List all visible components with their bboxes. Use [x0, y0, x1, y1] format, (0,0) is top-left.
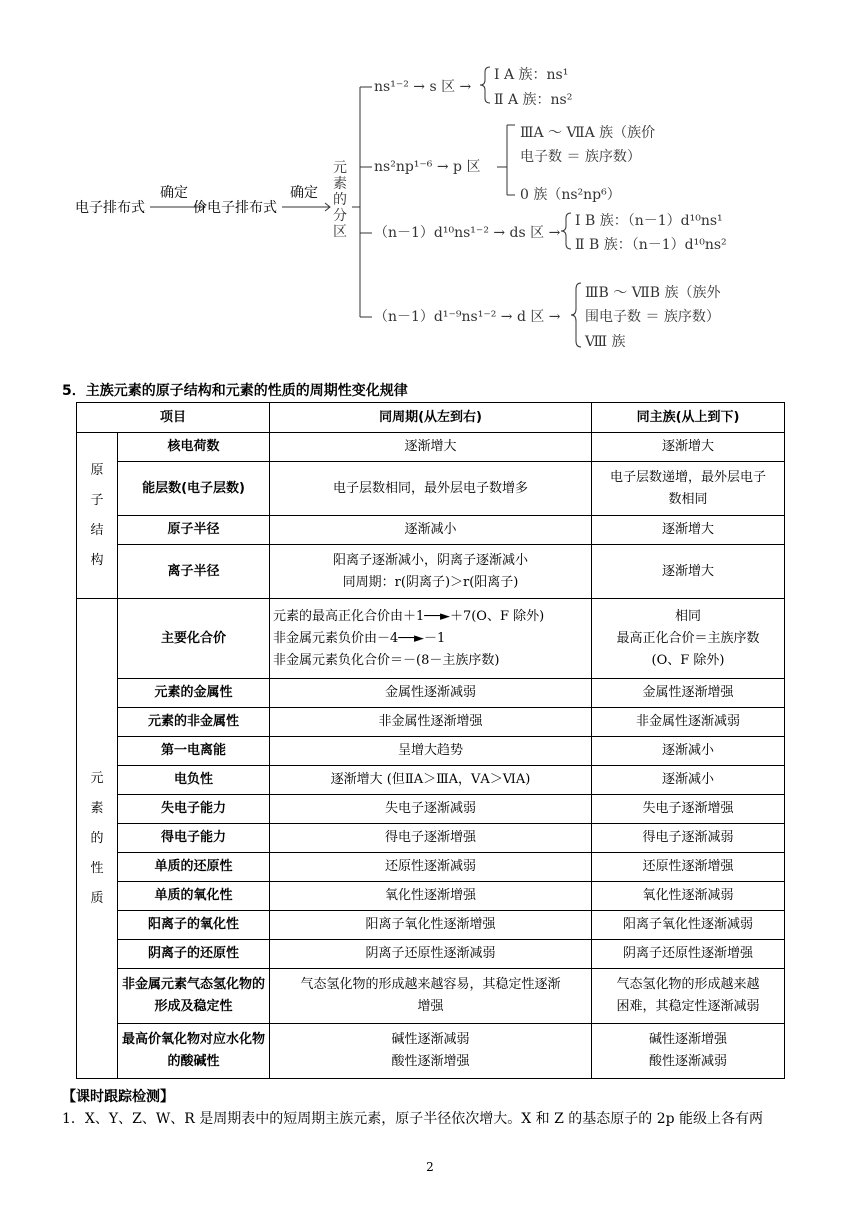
row-period: [270, 882, 592, 911]
row-item: 元素的非金属性: [118, 708, 270, 737]
header-period: 同周期(从左到右): [270, 403, 592, 433]
row-group: [592, 679, 785, 708]
cell-line: 得电子逐渐减弱: [642, 830, 734, 845]
row-group: [592, 911, 785, 940]
group-char: 性: [90, 860, 104, 876]
p-block-item: ⅢA ～ ⅦA 族（族价: [520, 125, 656, 141]
cell-line: (O、F 除外): [651, 652, 725, 668]
row-group: [592, 462, 785, 516]
hub-char: 分: [333, 208, 347, 224]
row-period: [270, 599, 592, 679]
cell-line: 呈增大趋势: [398, 743, 464, 758]
d-block-item: 围电子数 ＝ 族序数）: [585, 309, 720, 325]
cell-line: 阳离子氧化性逐渐增强: [365, 917, 496, 932]
cell-line: 非金属元素负价由－4──►－1: [273, 630, 446, 646]
row-item: 单质的氧化性: [118, 882, 270, 911]
cell-line: 气态氢化物的形成越来越容易，其稳定性逐渐: [300, 977, 561, 992]
header-group: 同主族(从上到下): [592, 403, 785, 433]
row-group: [592, 737, 785, 766]
table-row: [77, 708, 785, 737]
cell-line: 碱性逐渐减弱: [391, 1032, 470, 1047]
cell-line: 得电子逐渐增强: [385, 830, 477, 845]
group-char: 构: [90, 552, 104, 568]
cell-line: 氧化性逐渐减弱: [642, 888, 734, 903]
row-period: [270, 824, 592, 853]
cell-line: 酸性逐渐减弱: [649, 1054, 728, 1069]
table-row: [77, 679, 785, 708]
group-char: 原: [90, 462, 104, 478]
row-period: [270, 462, 592, 516]
row-period: [270, 679, 592, 708]
cell-line: 碱性逐渐增强: [649, 1032, 728, 1047]
row-group: [592, 599, 785, 679]
p-block-item: 电子数 ＝ 族序数）: [520, 149, 641, 165]
table-row: [77, 462, 785, 516]
diagram-mid: 价电子排布式: [193, 200, 277, 216]
row-group: [592, 940, 785, 969]
table-row: [77, 940, 785, 969]
question-text: 1．X、Y、Z、W、R 是周期表中的短周期主族元素，原子半径依次增大。X 和 Z 的基态原子的 2p 能级上各有两: [62, 1111, 764, 1127]
cell-line: 非金属性逐渐减弱: [636, 714, 741, 729]
ds-block-config: （n－1）d¹⁰ns¹⁻² → ds 区 →: [374, 225, 561, 241]
cell-line: 逐渐增大: [662, 439, 715, 454]
s-block-item: Ⅱ A 族：ns²: [494, 92, 573, 108]
row-item: 得电子能力: [118, 824, 270, 853]
group-char: 素: [90, 800, 104, 816]
row-period: [270, 853, 592, 882]
row-item: 原子半径: [118, 516, 270, 545]
group-char: 质: [90, 890, 104, 906]
cell-line: 逐渐减小: [404, 522, 457, 537]
group-char: 结: [90, 522, 104, 538]
cell-line: 还原性逐渐减弱: [385, 859, 477, 874]
row-item: 能层数(电子层数): [118, 462, 270, 516]
group-char: 的: [90, 830, 104, 846]
row-group: [592, 516, 785, 545]
row-group: [592, 882, 785, 911]
cell-line: 非金属元素负化合价＝－(8－主族序数): [273, 652, 500, 668]
row-group: [592, 795, 785, 824]
diagram-hub: [331, 160, 349, 240]
row-item: 阳离子的氧化性: [118, 911, 270, 940]
cell-line: 逐渐减小: [662, 772, 715, 787]
row-group: [592, 433, 785, 462]
row-period: [270, 911, 592, 940]
row-item: 第一电离能: [118, 737, 270, 766]
row-period: [270, 545, 592, 599]
row-item: 非金属元素气态氢化物的形成及稳定性: [118, 969, 270, 1024]
row-period: [270, 433, 592, 462]
table-header-row: [77, 403, 785, 433]
table-row: [77, 766, 785, 795]
cell-line: 失电子逐渐增强: [642, 801, 734, 816]
page-number: 2: [426, 1160, 434, 1174]
p-block-config: ns²np¹⁻⁶ → p 区: [374, 159, 481, 175]
table-row: [77, 1024, 785, 1079]
d-block-item: Ⅷ 族: [585, 334, 626, 350]
confirm-label-2: 确定: [290, 185, 318, 201]
hub-char: 素: [333, 176, 347, 192]
cell-line: 阴离子还原性逐渐减弱: [365, 946, 496, 961]
d-block-config: （n－1）d¹⁻⁹ns¹⁻² → d 区 →: [374, 309, 561, 325]
table-row: [77, 795, 785, 824]
cell-line: 逐渐增大: [404, 439, 457, 454]
row-period: [270, 516, 592, 545]
ds-block-item: Ⅱ B 族：（n－1）d¹⁰ns²: [575, 237, 727, 253]
cell-line: 逐渐增大 (但ⅡA＞ⅢA，ⅤA＞ⅥA): [330, 772, 531, 787]
row-item: 离子半径: [118, 545, 270, 599]
row-period: [270, 940, 592, 969]
table-row: [77, 737, 785, 766]
cell-line: 同周期：r(阴离子)＞r(阳离子): [342, 574, 519, 590]
group-element-properties: [77, 599, 118, 1079]
row-group: [592, 708, 785, 737]
row-item: 最高价氧化物对应水化物的酸碱性: [118, 1024, 270, 1079]
group-atomic-structure: [77, 433, 118, 599]
row-period: [270, 969, 592, 1024]
group-char: 元: [90, 770, 104, 786]
row-group: [592, 766, 785, 795]
cell-line: 电子层数递增，最外层电子: [610, 469, 767, 485]
row-period: [270, 766, 592, 795]
cell-line: 增强: [417, 999, 444, 1014]
header-item: 项目: [77, 403, 270, 433]
cell-line: 数相同: [668, 491, 708, 507]
table-row: [77, 882, 785, 911]
diagram-start: 电子排布式: [75, 200, 145, 216]
hub-char: 的: [333, 192, 347, 208]
hub-char: 元: [333, 160, 347, 176]
d-block-item: ⅢB ～ ⅦB 族（族外: [585, 285, 721, 301]
cell-line: 阴离子还原性逐渐增强: [623, 946, 754, 961]
table-row: [77, 969, 785, 1024]
row-item: 电负性: [118, 766, 270, 795]
confirm-label-1: 确定: [160, 185, 188, 201]
cell-line: 氧化性逐渐增强: [385, 888, 477, 903]
table-row: [77, 433, 785, 462]
cell-line: 气态氢化物的形成越来越: [616, 977, 760, 992]
cell-line: 元素的最高正化合价由＋1──►＋7(O、F 除外): [273, 608, 545, 624]
group-char: 子: [90, 492, 104, 508]
cell-line: 还原性逐渐增强: [642, 859, 734, 874]
followup-title: 【课时跟踪检测】: [62, 1089, 174, 1105]
cell-line: 金属性逐渐减弱: [385, 685, 477, 700]
cell-line: 非金属性逐渐增强: [378, 714, 483, 729]
table-row: [77, 824, 785, 853]
row-group: [592, 824, 785, 853]
row-item: 核电荷数: [118, 433, 270, 462]
row-group: [592, 545, 785, 599]
cell-line: 逐渐增大: [662, 522, 715, 537]
cell-line: 逐渐减小: [662, 743, 715, 758]
table-row: [77, 911, 785, 940]
row-item: 失电子能力: [118, 795, 270, 824]
row-item: 单质的还原性: [118, 853, 270, 882]
row-group: [592, 1024, 785, 1079]
cell-line: 酸性逐渐增强: [391, 1054, 470, 1069]
row-group: [592, 969, 785, 1024]
cell-line: 相同: [675, 608, 702, 624]
table-row: [77, 516, 785, 545]
ds-block-item: Ⅰ B 族：（n－1）d¹⁰ns¹: [575, 213, 723, 229]
table-row: [77, 599, 785, 679]
row-period: [270, 795, 592, 824]
row-item: 元素的金属性: [118, 679, 270, 708]
row-period: [270, 1024, 592, 1079]
section-title: 5．主族元素的原子结构和元素的性质的周期性变化规律: [62, 383, 408, 399]
cell-line: 电子层数相同，最外层电子数增多: [333, 480, 529, 496]
hub-char: 区: [333, 224, 347, 240]
table-row: [77, 545, 785, 599]
cell-line: 阳离子氧化性逐渐减弱: [623, 917, 754, 932]
table-row: [77, 853, 785, 882]
element-block-diagram: [60, 55, 800, 365]
p-block-item: 0 族（ns²np⁶）: [520, 187, 621, 203]
cell-line: 失电子逐渐减弱: [385, 801, 477, 816]
cell-line: 最高正化合价＝主族序数: [616, 630, 760, 646]
cell-line: 逐渐增大: [662, 563, 715, 579]
s-block-config: ns¹⁻² → s 区 →: [374, 79, 472, 95]
row-item: 主要化合价: [118, 599, 270, 679]
cell-line: 金属性逐渐增强: [642, 685, 734, 700]
cell-line: 阳离子逐渐减小，阴离子逐渐减小: [333, 552, 529, 568]
cell-line: 困难，其稳定性逐渐减弱: [616, 999, 760, 1014]
row-item: 阴离子的还原性: [118, 940, 270, 969]
row-group: [592, 853, 785, 882]
periodic-properties-table: [76, 402, 785, 1079]
row-period: [270, 737, 592, 766]
row-period: [270, 708, 592, 737]
s-block-item: Ⅰ A 族：ns¹: [494, 67, 569, 83]
